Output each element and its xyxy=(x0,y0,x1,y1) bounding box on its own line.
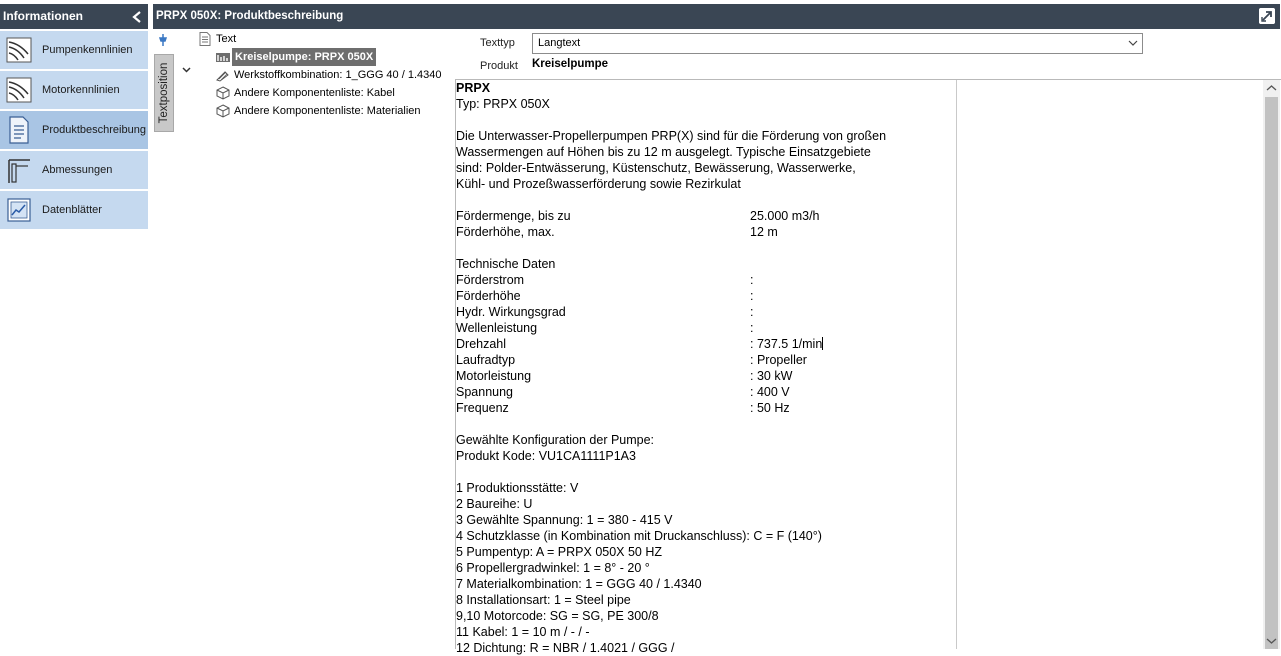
tech-value: : 737.5 1/min xyxy=(750,337,823,351)
sidebar-header xyxy=(0,4,148,29)
spec-row xyxy=(456,224,956,240)
config-line: 9,10 Motorcode: SG = SG, PE 300/8 xyxy=(456,609,659,623)
tab-textposition-label: Textposition xyxy=(158,62,170,124)
intro-line: Die Unterwasser-Propellerpumpen PRP(X) sind für die Förderung von großen xyxy=(456,129,887,143)
text-document-icon xyxy=(198,32,212,46)
texttyp-select[interactable] xyxy=(532,33,1143,54)
tech-label: Wellenleistung xyxy=(456,321,538,335)
sidebar-title: Informationen xyxy=(3,9,83,23)
sidebar-item-motorkennlinien[interactable] xyxy=(0,71,148,109)
scroll-up-icon[interactable] xyxy=(1263,80,1280,96)
material-icon xyxy=(216,68,230,82)
tech-row xyxy=(456,368,956,384)
config-line: 6 Propellergradwinkel: 1 = 8° - 20 ° xyxy=(456,561,650,575)
tech-row xyxy=(456,304,956,320)
intro-line: Kühl- und Prozeßwasserförderung sowie Rezirkulat xyxy=(456,177,741,191)
config-line: 12 Dichtung: R = NBR / 1.4021 / GGG / xyxy=(456,641,675,655)
tech-value: : 400 V xyxy=(750,385,790,399)
spec-row xyxy=(456,208,956,224)
tech-title: Technische Daten xyxy=(456,257,556,271)
tree-item-label: Text xyxy=(216,33,237,45)
sidebar-item-produktbeschreibung[interactable] xyxy=(0,111,148,149)
produkt-value: Kreiselpumpe xyxy=(532,58,609,70)
config-title: Gewählte Konfiguration der Pumpe: xyxy=(456,433,655,447)
sidebar-item-label: Motorkennlinien xyxy=(42,84,120,96)
tree-item-label: Kreiselpumpe: PRPX 050X xyxy=(232,48,376,66)
tech-label: Förderhöhe xyxy=(456,289,521,303)
chevron-down-icon xyxy=(1128,38,1138,48)
tech-label: Hydr. Wirkungsgrad xyxy=(456,305,566,319)
tech-label: Förderstrom xyxy=(456,273,525,287)
dimensions-icon xyxy=(6,156,32,184)
tech-row xyxy=(456,320,956,336)
pump-icon xyxy=(216,50,230,64)
tech-label: Frequenz xyxy=(456,401,509,415)
tab-textposition[interactable] xyxy=(154,54,174,132)
tech-value: : xyxy=(750,289,754,303)
intro-line: Wassermengen auf Höhen bis zu 12 m ausgelegt. Typische Einsatzgebiete xyxy=(456,145,871,159)
tech-value: : Propeller xyxy=(750,353,807,367)
document-typ: Typ: PRPX 050X xyxy=(456,97,550,111)
tree-item-label: Werkstoffkombination: 1_GGG 40 / 1.4340 xyxy=(234,69,442,81)
document-editor[interactable] xyxy=(456,80,956,656)
sidebar-item-abmessungen[interactable] xyxy=(0,151,148,189)
texttyp-value: Langtext xyxy=(538,37,581,49)
tech-row xyxy=(456,288,956,304)
blank-line xyxy=(456,240,956,256)
blank-line xyxy=(456,464,956,480)
texttyp-label: Texttyp xyxy=(480,37,515,49)
tech-value: : 50 Hz xyxy=(750,401,790,415)
intro-line: sind: Polder-Entwässerung, Küstenschutz, Bewässerung, Wasserwerke, xyxy=(456,161,856,175)
config-line: 5 Pumpentyp: A = PRPX 050X 50 HZ xyxy=(456,545,663,559)
datasheet-icon xyxy=(6,196,32,224)
chevron-down-icon[interactable] xyxy=(182,65,191,74)
pin-icon[interactable] xyxy=(157,33,169,47)
config-line: 7 Materialkombination: 1 = GGG 40 / 1.4340 xyxy=(456,577,702,591)
document-icon xyxy=(6,116,32,144)
config-line: 1 Produktionsstätte: V xyxy=(456,481,579,495)
spec-label: Förderhöhe, max. xyxy=(456,225,555,239)
sidebar-item-label: Datenblätter xyxy=(42,204,102,216)
tech-label: Drehzahl xyxy=(456,337,507,351)
config-line: 11 Kabel: 1 = 10 m / - / - xyxy=(456,625,590,639)
sidebar-item-label: Abmessungen xyxy=(42,164,113,176)
collapse-sidebar-icon[interactable] xyxy=(132,11,142,23)
product-code: Produkt Kode: VU1CA1111P1A3 xyxy=(456,449,636,463)
tree-item-label: Andere Komponentenliste: Kabel xyxy=(234,87,395,99)
page-title-bar xyxy=(153,4,1280,29)
sidebar-item-pumpenkennlinien[interactable] xyxy=(0,31,148,69)
motor-curve-icon xyxy=(6,76,32,104)
document-margin-divider xyxy=(956,80,957,649)
blank-line xyxy=(456,416,956,432)
tech-row xyxy=(456,352,956,368)
tech-label: Laufradtyp xyxy=(456,353,516,367)
spec-value: 25.000 m3/h xyxy=(750,209,820,223)
tech-value: : xyxy=(750,273,754,287)
sidebar xyxy=(0,0,150,649)
tech-row xyxy=(456,272,956,288)
spec-label: Fördermenge, bis zu xyxy=(456,209,571,223)
blank-line xyxy=(456,112,956,128)
maximize-icon[interactable] xyxy=(1259,8,1275,24)
tech-value: : xyxy=(750,305,754,319)
config-line: 4 Schutzklasse (in Kombination mit Druckanschluss): C = F (140°) xyxy=(456,529,822,543)
tech-row xyxy=(456,400,956,416)
config-line: 3 Gewählte Spannung: 1 = 380 - 415 V xyxy=(456,513,673,527)
tech-label: Motorleistung xyxy=(456,369,532,383)
sidebar-item-label: Produktbeschreibung xyxy=(42,124,146,136)
config-line: 8 Installationsart: 1 = Steel pipe xyxy=(456,593,631,607)
text-caret xyxy=(822,337,823,350)
tech-label: Spannung xyxy=(456,385,514,399)
tech-value: : 30 kW xyxy=(750,369,793,383)
tech-row xyxy=(456,336,956,352)
blank-line xyxy=(456,192,956,208)
sidebar-item-label: Pumpenkennlinien xyxy=(42,44,133,56)
scroll-down-icon[interactable] xyxy=(1263,633,1280,649)
component-cube-icon xyxy=(216,86,230,100)
tree-item-label: Andere Komponentenliste: Materialien xyxy=(234,105,421,117)
pump-curve-icon xyxy=(6,36,32,64)
tech-value: : xyxy=(750,321,754,335)
config-line: 2 Baureihe: U xyxy=(456,497,533,511)
tech-row xyxy=(456,384,956,400)
produkt-label: Produkt xyxy=(480,60,518,72)
scrollbar-thumb[interactable] xyxy=(1265,97,1278,649)
component-cube-icon xyxy=(216,104,230,118)
document-title: PRPX xyxy=(456,81,491,95)
vertical-scrollbar[interactable] xyxy=(1263,80,1280,649)
spec-value: 12 m xyxy=(750,225,778,239)
tech-value-with-caret xyxy=(750,336,823,352)
page-title: PRPX 050X: Produktbeschreibung xyxy=(156,10,344,22)
sidebar-item-datenblaetter[interactable] xyxy=(0,191,148,229)
